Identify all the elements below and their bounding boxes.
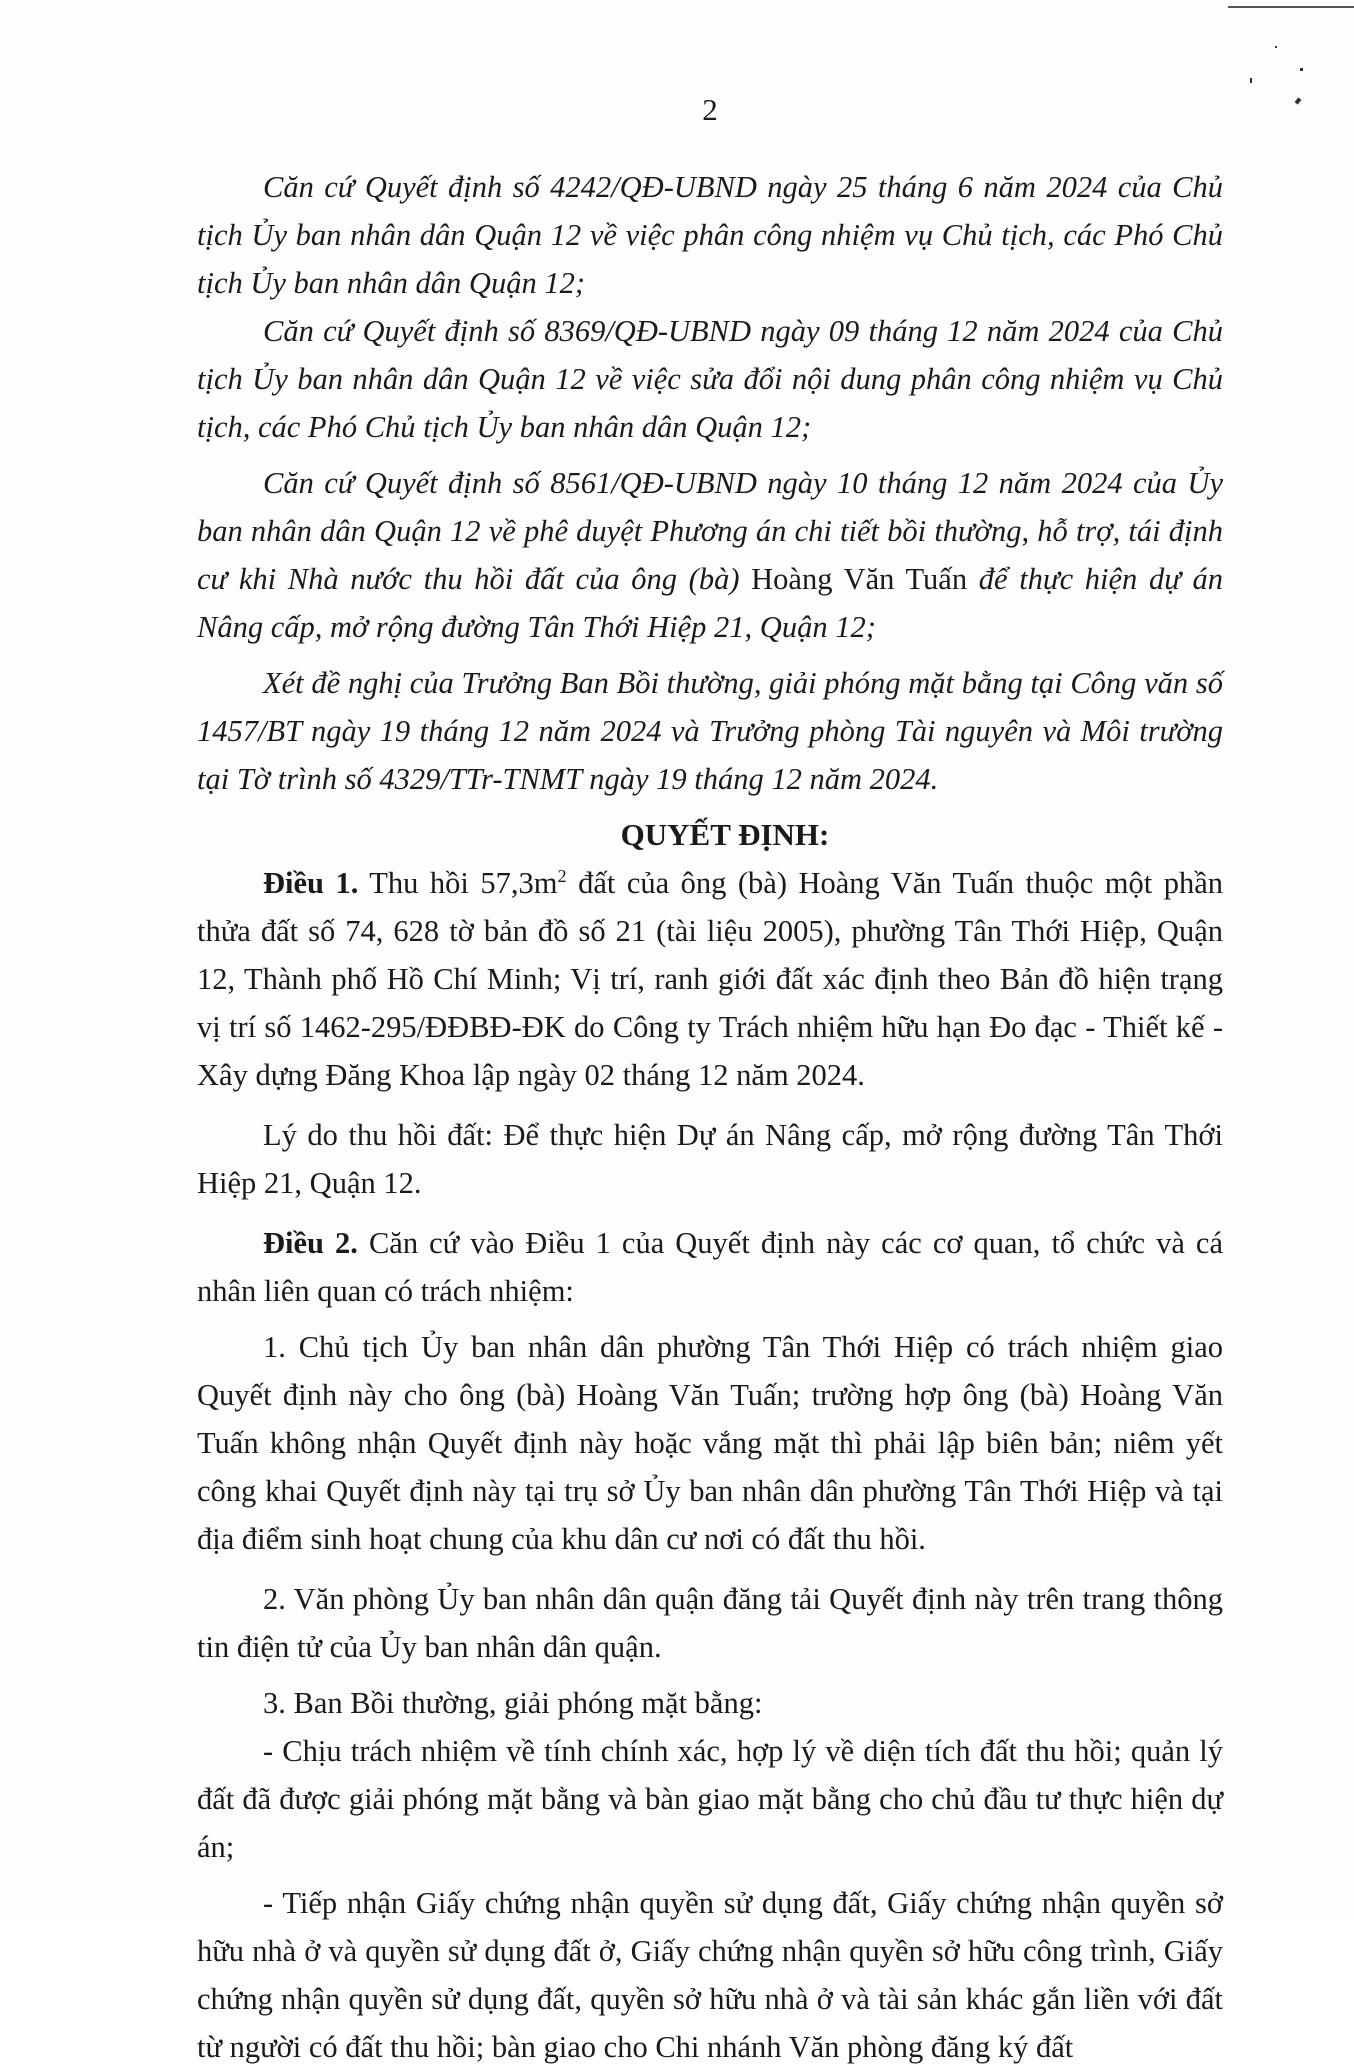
article-2-item-2: 2. Văn phòng Ủy ban nhân dân quận đăng tải Quyết định này trên trang thông tin điện tử của Ủy ban nhân dân quận. bbox=[197, 1582, 1223, 1664]
scan-dot bbox=[1250, 78, 1252, 83]
article-1 bbox=[197, 859, 1223, 1099]
preamble-3-before: Căn cứ Quyết định số 8561/QĐ-UBND ngày 10 tháng 12 năm 2024 của Ủy ban nhân dân Quận 12 về phê duyệt Phương án chi tiết bồi thường, hỗ trợ, tái định cư khi Nhà nước thu hồi đất của ông (bà) bbox=[197, 466, 1223, 596]
page-number: 2 bbox=[702, 92, 718, 127]
article-1-text-b: đất của ông (bà) Hoàng Văn Tuấn thuộc một phần thửa đất số 74, 628 tờ bản đồ số 21 (tài liệu 2005), phường Tân Thới Hiệp, Quận 12, Thành phố Hồ Chí Minh; Vị trí, ranh giới đất xác định theo Bản đồ hiện trạng vị trí số 1462-295/ĐĐBĐ-ĐK do Công ty Trách nhiệm hữu hạn Đo đạc - Thiết kế - Xây dựng Đăng Khoa lập ngày 02 tháng 12 năm 2024. bbox=[197, 866, 1223, 1092]
article-1-label: Điều 1. bbox=[263, 866, 359, 900]
document-body bbox=[197, 163, 1223, 2071]
article-2 bbox=[197, 1219, 1223, 1315]
article-2-text: Căn cứ vào Điều 1 của Quyết định này các cơ quan, tổ chức và cá nhân liên quan có trách nhiệm: bbox=[197, 1226, 1224, 1308]
preamble-3-name: Hoàng Văn Tuấn bbox=[751, 562, 968, 596]
scan-line-top bbox=[1228, 6, 1354, 8]
preamble-paragraph-2: Căn cứ Quyết định số 8369/QĐ-UBND ngày 09 tháng 12 năm 2024 của Chủ tịch Ủy ban nhân dân Quận 12 về việc sửa đổi nội dung phân công nhiệm vụ Chủ tịch, các Phó Chủ tịch Ủy ban nhân dân Quận 12; bbox=[197, 314, 1223, 444]
article-2-label: Điều 2. bbox=[263, 1226, 358, 1260]
article-1-reason: Lý do thu hồi đất: Để thực hiện Dự án Nâng cấp, mở rộng đường Tân Thới Hiệp 21, Quận 12. bbox=[197, 1118, 1223, 1200]
scan-dot bbox=[1300, 68, 1303, 71]
preamble-3-after: để thực hiện dự án Nâng cấp, mở rộng đường Tân Thới Hiệp 21, Quận 12; bbox=[197, 562, 1223, 644]
preamble-paragraph-3 bbox=[197, 459, 1223, 651]
article-2-item-3a: - Chịu trách nhiệm về tính chính xác, hợp lý về diện tích đất thu hồi; quản lý đất đã được giải phóng mặt bằng và bàn giao mặt bằng cho chủ đầu tư thực hiện dự án; bbox=[197, 1734, 1223, 1864]
preamble-paragraph-1: Căn cứ Quyết định số 4242/QĐ-UBND ngày 25 tháng 6 năm 2024 của Chủ tịch Ủy ban nhân dân Quận 12 về việc phân công nhiệm vụ Chủ tịch, các Phó Chủ tịch Ủy ban nhân dân Quận 12; bbox=[197, 170, 1223, 300]
article-2-item-3: 3. Ban Bồi thường, giải phóng mặt bằng: bbox=[263, 1686, 763, 1720]
article-1-text-a: Thu hồi 57,3m bbox=[358, 866, 558, 900]
preamble-paragraph-4: Xét đề nghị của Trưởng Ban Bồi thường, giải phóng mặt bằng tại Công văn số 1457/BT ngày 19 tháng 12 năm 2024 và Trưởng phòng Tài nguyên và Môi trường tại Tờ trình số 4329/TTr-TNMT ngày 19 tháng 12 năm 2024. bbox=[197, 666, 1223, 796]
scan-dot bbox=[1275, 46, 1277, 48]
article-2-item-1: 1. Chủ tịch Ủy ban nhân dân phường Tân Thới Hiệp có trách nhiệm giao Quyết định này cho ông (bà) Hoàng Văn Tuấn; trường hợp ông (bà) Hoàng Văn Tuấn không nhận Quyết định này hoặc vắng mặt thì phải lập biên bản; niêm yết công khai Quyết định này tại trụ sở Ủy ban nhân dân phường Tân Thới Hiệp và tại địa điểm sinh hoạt chung của khu dân cư nơi có đất thu hồi. bbox=[197, 1330, 1223, 1556]
article-2-item-3b: - Tiếp nhận Giấy chứng nhận quyền sử dụng đất, Giấy chứng nhận quyền sở hữu nhà ở và quyền sử dụng đất ở, Giấy chứng nhận quyền sở hữu công trình, Giấy chứng nhận quyền sử dụng đất, quyền sở hữu nhà ở và tài sản khác gắn liền với đất từ người có đất thu hồi; bàn giao cho Chi nhánh Văn phòng đăng ký đất bbox=[197, 1886, 1223, 2064]
decision-heading: QUYẾT ĐỊNH: bbox=[620, 817, 830, 852]
article-1-sup: 2 bbox=[557, 865, 567, 886]
